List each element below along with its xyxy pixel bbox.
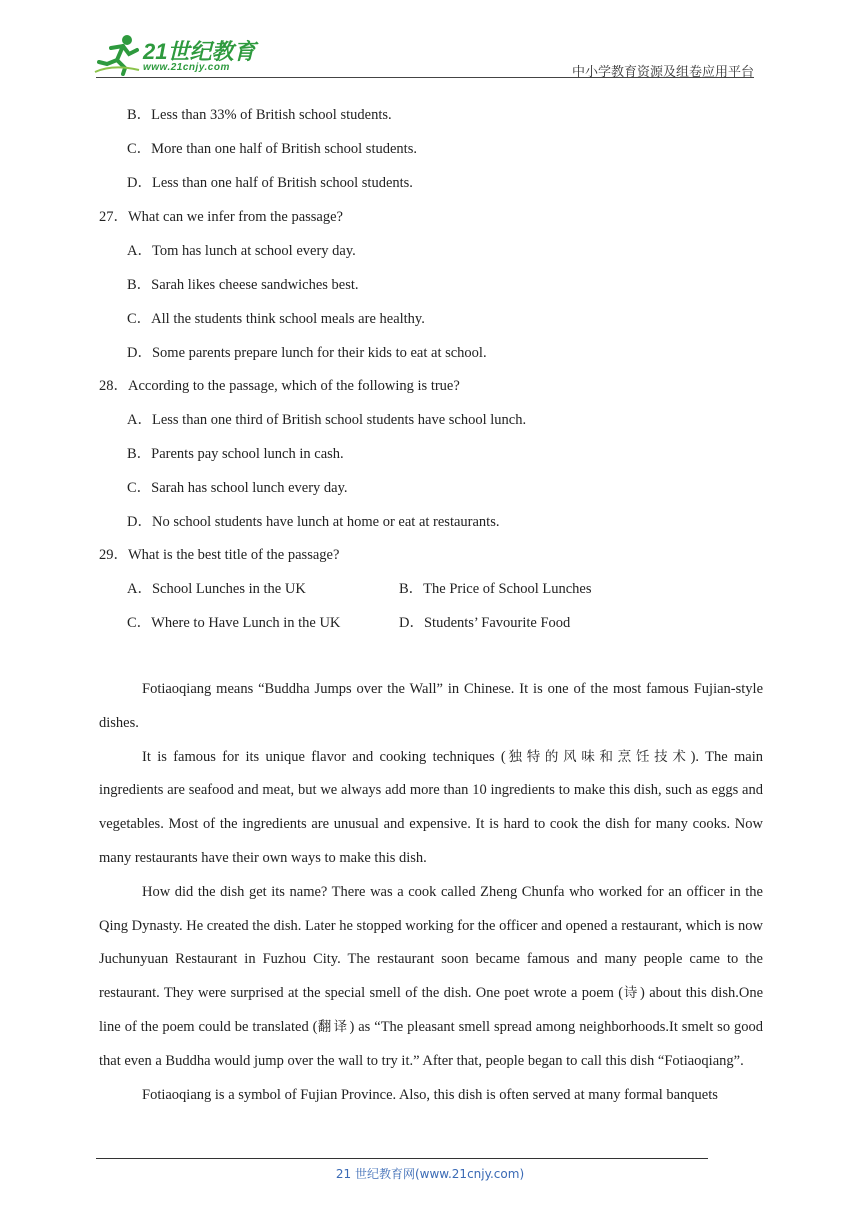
p3-chinese-gloss-1: 诗 [623, 985, 641, 1002]
p2-chinese-gloss: 独特的风味和烹饪技术 [505, 748, 691, 765]
passage-paragraph-1: Fotiaoqiang means “Buddha Jumps over the Wall” in Chinese. It is one of the most famous Fujian-style dishes. [99, 681, 763, 731]
p3-text-a: How did the dish get its name? There was a cook called Zheng Chunfa who worked for an officer in the Qing Dynasty. He created the dish. Later he stopped working for the officer and opened a restaurant, which is now Juchunyuan Restaurant in Fuzhou City. The restaurant soon became famous and many people came to the restaurant. They were surprised at the special smell of the dish. One poet wrote a poem ( [99, 883, 763, 1002]
q28-option-d: D．No school students have lunch at home or eat at restaurants. [127, 514, 500, 530]
reading-passage [99, 673, 763, 1112]
q27-option-b: B．Sarah likes cheese sandwiches best. [127, 277, 359, 293]
p3-chinese-gloss-2: 翻译 [317, 1018, 350, 1035]
q26-option-d: D．Less than one half of British school students. [127, 175, 413, 191]
q26-option-b: B．Less than 33% of British school students. [127, 107, 392, 123]
q26-option-c: C．More than one half of British school students. [127, 141, 417, 157]
q29-option-c: C．Where to Have Lunch in the UK [127, 615, 341, 631]
runner-icon [93, 34, 141, 76]
q27-option-d: D．Some parents prepare lunch for their kids to eat at school. [127, 345, 487, 361]
q29-option-d: D．Students’ Favourite Food [399, 615, 571, 631]
site-logo[interactable] [93, 34, 263, 78]
p2-text-a: It is famous for its unique flavor and cooking techniques ( [142, 748, 506, 765]
logo-url: www.21cnjy.com [143, 62, 230, 73]
q29-stem: 29．What is the best title of the passage? [99, 547, 340, 563]
p3-text-c: ) as “The pleasant smell spread among neighborhoods.It smelt so good that even a Buddha would jump over the wall to try it.” After that, people began to call this dish “Fotiaoqiang”. [99, 1018, 764, 1069]
q28-option-a: A．Less than one third of British school students have school lunch. [127, 412, 527, 428]
footer-divider [96, 1158, 708, 1159]
page-footer[interactable]: 21 世纪教育网(www.21cnjy.com) [335, 1167, 525, 1181]
header-divider [96, 77, 754, 78]
q28-option-c: C．Sarah has school lunch every day. [127, 480, 348, 496]
q29-option-a: A．School Lunches in the UK [127, 581, 306, 597]
q27-option-a: A．Tom has lunch at school every day. [127, 243, 356, 259]
site-tagline: 中小学教育资源及组卷应用平台 [571, 65, 754, 80]
passage-paragraph-2 [99, 741, 763, 876]
q28-option-b: B．Parents pay school lunch in cash. [127, 446, 344, 462]
p2-text-b: ). The main ingredients are seafood and meat, but we always add more than 10 ingredients to make this dish, such as eggs and vegetables. Most of the ingredients are unusual and expensive. It is hard to cook the dish for many cooks. Now many restaurants have their own ways to make this dish. [99, 748, 763, 866]
passage-paragraph-3 [99, 876, 763, 1079]
q29-option-b: B．The Price of School Lunches [399, 581, 592, 597]
p3-text-b: ) about this dish.One line of the poem could be translated ( [99, 985, 764, 1035]
passage-paragraph-4: Fotiaoqiang is a symbol of Fujian Province. Also, this dish is often served at many formal banquets [142, 1086, 718, 1103]
q28-stem: 28．According to the passage, which of the following is true? [99, 378, 460, 394]
logo-text: 21世纪教育 [143, 39, 256, 64]
q27-option-c: C．All the students think school meals are healthy. [127, 311, 425, 327]
page-header [0, 0, 860, 80]
q27-stem: 27．What can we infer from the passage? [99, 209, 343, 225]
